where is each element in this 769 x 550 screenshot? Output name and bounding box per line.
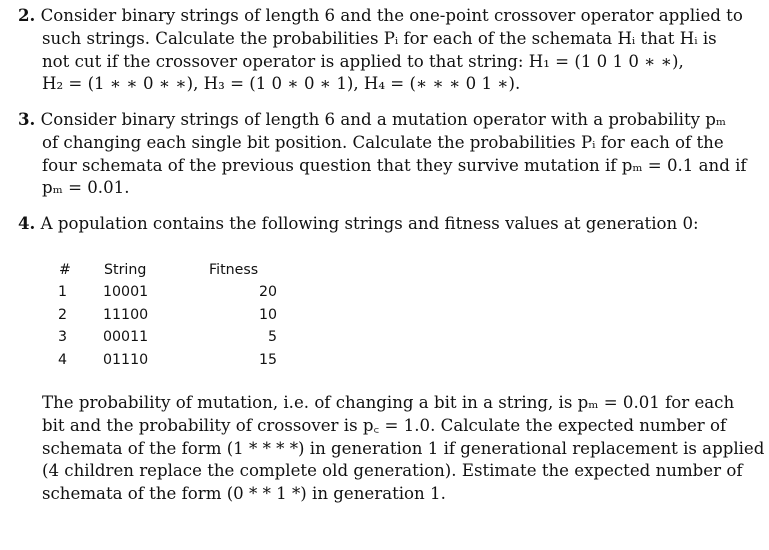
- question-4: [18, 212, 716, 236]
- question-text: A population contains the following strings and fitness values at generation 0:: [40, 214, 699, 233]
- question-2-line-4: H₂ = (1 ∗ ∗ 0 ∗ ∗), H₃ = (1 0 ∗ 0 ∗ 1), H₄ = (∗ ∗ ∗ 0 1 ∗).: [42, 74, 521, 94]
- paragraph-line: bit and the probability of crossover is p꜀ = 1.0. Calculate the expected number of: [42, 415, 727, 435]
- cell-fitness: 5: [267, 329, 277, 346]
- question-3-line-3: four schemata of the previous question that they survive mutation if pₘ = 0.1 and if: [42, 155, 747, 175]
- question-2-line-1: [18, 4, 743, 28]
- header-index: #: [59, 262, 71, 278]
- question-2: [18, 4, 743, 96]
- paragraph-line: schemata of the form (1 * * * *) in generation 1 if generational replacement is applied: [42, 438, 765, 458]
- cell-index: 3: [58, 329, 68, 346]
- table-row: [58, 349, 278, 371]
- paragraph-line: schemata of the form (0 * * 1 *) in generation 1.: [42, 484, 446, 504]
- cell-string: 01110: [103, 351, 149, 368]
- question-text: Consider binary strings of length 6 and a mutation operator with a probability pₘ: [40, 110, 727, 129]
- question-2-line-2: such strings. Calculate the probabilities Pᵢ for each of the schemata Hᵢ that Hᵢ is: [42, 28, 717, 48]
- question-3-line-4: pₘ = 0.01.: [42, 178, 130, 198]
- cell-string: 11100: [103, 306, 149, 323]
- cell-index: 1: [58, 284, 68, 301]
- question-2-line-3: not cut if the crossover operator is applied to that string: H₁ = (1 0 1 0 ∗ ∗),: [42, 51, 684, 71]
- question-number: 3.: [18, 109, 36, 129]
- question-number: 2.: [18, 5, 36, 25]
- cell-string: 00011: [103, 329, 149, 346]
- paragraph-line: (4 children replace the complete old generation). Estimate the expected number of: [42, 461, 743, 481]
- question-3-line-2: of changing each single bit position. Calculate the probabilities Pᵢ for each of the: [42, 132, 724, 152]
- question-number: 4.: [18, 213, 36, 233]
- header-string: String: [104, 262, 147, 278]
- question-text: Consider binary strings of length 6 and the one-point crossover operator applied to: [40, 6, 743, 25]
- table-row: [58, 281, 278, 303]
- cell-string: 10001: [103, 284, 149, 301]
- cell-fitness: 20: [258, 284, 277, 301]
- cell-fitness: 15: [258, 351, 277, 368]
- population-table: [58, 259, 278, 371]
- table-row: [58, 326, 278, 348]
- paragraph-line: The probability of mutation, i.e. of changing a bit in a string, is pₘ = 0.01 for each: [42, 393, 735, 412]
- table-row: [58, 304, 278, 326]
- question-3-line-1: [18, 108, 727, 132]
- cell-fitness: 10: [258, 306, 277, 323]
- question-4-line-1: [18, 212, 716, 236]
- cell-index: 4: [58, 351, 68, 368]
- cell-index: 2: [58, 306, 68, 323]
- question-3: [18, 108, 747, 200]
- header-fitness: Fitness: [209, 262, 259, 278]
- question-4-paragraph: [42, 392, 765, 506]
- table-header: [58, 259, 278, 281]
